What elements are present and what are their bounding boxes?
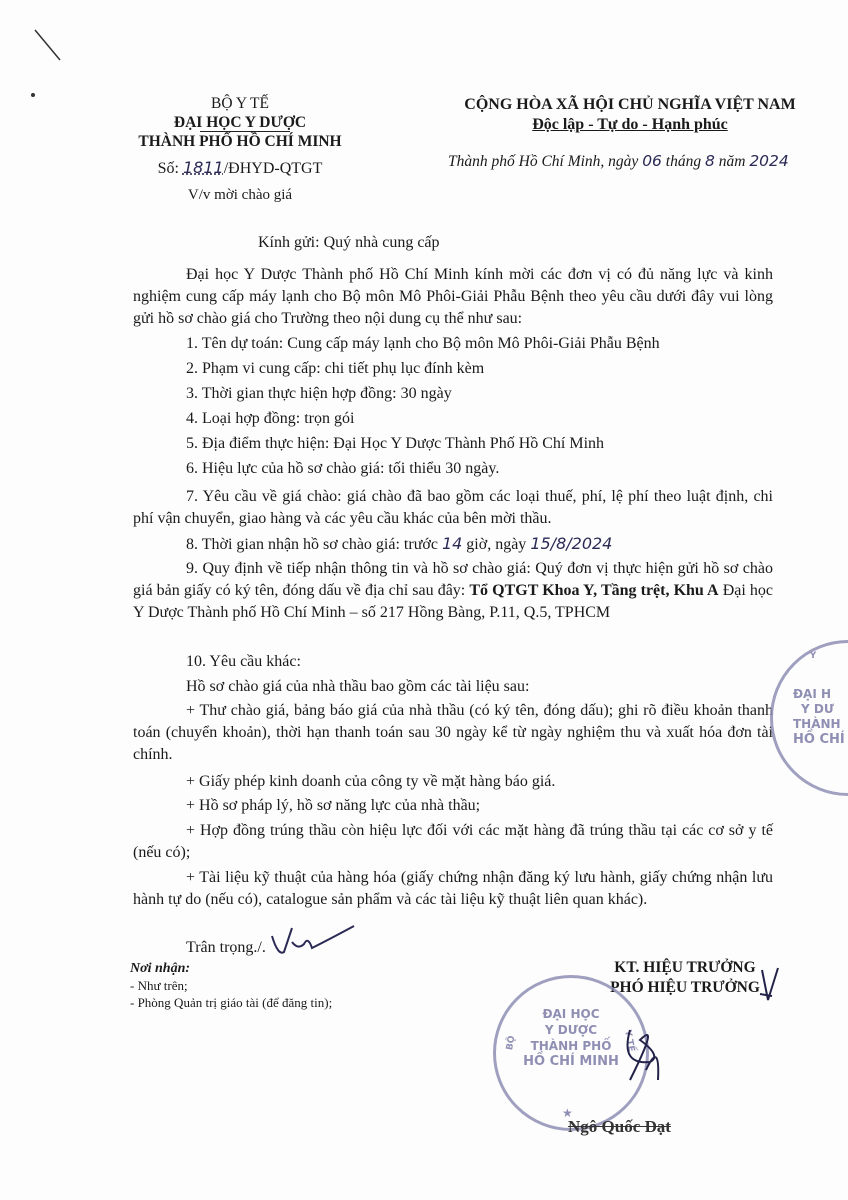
signer-name: Ngô Quốc Đạt	[568, 1117, 671, 1136]
scan-dot	[31, 93, 35, 97]
handwritten-year: 2024	[749, 152, 789, 170]
signer-title2: PHÓ HIỆU TRƯỞNG	[610, 979, 760, 996]
country-name: CỘNG HÒA XÃ HỘI CHỦ NGHĨA VIỆT NAM	[464, 96, 796, 113]
submission-address-bold: Tổ QTGT Khoa Y, Tầng trệt, Khu A	[469, 582, 719, 599]
list-item: 10. Yêu cầu khác:	[186, 653, 301, 670]
issuer-underline	[200, 131, 290, 132]
signer-title1: KT. HIỆU TRƯỞNG	[614, 959, 756, 976]
handwritten-month: 8	[704, 152, 715, 170]
item-list	[186, 333, 786, 483]
list-item: 6. Hiệu lực của hồ sơ chào giá: tối thiểu 30 ngày.	[186, 460, 500, 477]
seal-text: ĐẠI HỌC Y DƯỢC THÀNH PHỐ HỒ CHÍ MINH	[523, 1007, 619, 1069]
doc-item: + Tài liệu kỹ thuật của hàng hóa (giấy chứng nhận đăng ký lưu hành, giấy chứng nhận lưu hành tự do (nếu có), catalogue sản phẩm và các tài liệu kỹ thuật liên quan khác).	[133, 869, 773, 908]
doc-item: + Thư chào giá, bảng báo giá của nhà thầu (có ký tên, đóng dấu); ghi rõ điều khoản thanh toán (chuyển khoản), thời hạn thanh toán sau 30 ngày kể từ ngày nghiệm thu và xuất hóa đơn tài chính.	[133, 702, 773, 763]
document-subject: V/v mời chào giá	[187, 187, 293, 203]
intro-paragraph: Đại học Y Dược Thành phố Hồ Chí Minh kính mời các đơn vị có đủ năng lực và kinh nghiệm cung cấp máy lạnh cho Bộ môn Mô Phôi-Giải Phẫu Bệnh theo yêu cầu dưới đây vui lòng gửi hồ sơ chào giá cho Trường theo nội dung cụ thể như sau:	[133, 266, 773, 327]
doc-item: + Giấy phép kinh doanh của công ty về mặt hàng báo giá.	[186, 773, 556, 790]
closing: Trân trọng./.	[186, 939, 266, 956]
doc-item: + Hợp đồng trúng thầu còn hiệu lực đối với các mặt hàng đã trúng thầu tại các cơ sở y tế (nếu có);	[133, 822, 773, 861]
national-motto: Độc lập - Tự do - Hạnh phúc	[532, 116, 728, 133]
initials-mark	[268, 922, 358, 960]
list-item: 7. Yêu cầu về giá chào: giá chào đã bao gồm các loại thuế, phí, lệ phí theo luật định, chi phí vận chuyển, giao hàng và các yêu cầu khác của bên mời thầu.	[133, 488, 773, 527]
docs-intro: Hồ sơ chào giá của nhà thầu bao gồm các tài liệu sau:	[186, 678, 530, 695]
partial-seal: Y ĐẠI H Y DƯ THÀNH HỒ CHÍ	[770, 640, 848, 796]
submission-instructions: 9. Quy định về tiếp nhận thông tin và hồ sơ chào giá: Quý đơn vị thực hiện gửi hồ sơ chào giá bản giấy có ký tên, đóng dấu về địa chỉ sau đây: Tổ QTGT Khoa Y, Tầng trệt, Khu A Đại học Y Dược Thành phố Hồ Chí Minh – số 217 Hồng Bàng, P.11, Q.5, TPHCM	[133, 560, 774, 621]
handwritten-deadline-date: 15/8/2024	[530, 534, 613, 553]
recipient-item: - Như trên;	[130, 978, 188, 993]
list-item: 1. Tên dự toán: Cung cấp máy lạnh cho Bộ môn Mô Phôi-Giải Phẫu Bệnh	[186, 335, 660, 352]
deadline-line: 8. Thời gian nhận hồ sơ chào giá: trước 14 giờ, ngày 15/8/2024	[186, 534, 613, 553]
seal-text: ĐẠI H Y DƯ THÀNH HỒ CHÍ	[793, 687, 845, 747]
doc-item: + Hồ sơ pháp lý, hồ sơ năng lực của nhà thầu;	[186, 797, 481, 814]
university-name-line2: THÀNH PHỐ HỒ CHÍ MINH	[138, 133, 342, 150]
star-icon: ★	[562, 1106, 573, 1120]
handwritten-number: 1811	[182, 158, 224, 177]
list-item: 3. Thời gian thực hiện hợp đồng: 30 ngày	[186, 385, 452, 402]
issuer-block	[95, 94, 385, 205]
national-header	[420, 95, 840, 135]
handwritten-hour: 14	[441, 534, 463, 553]
handwritten-day: 06	[642, 152, 662, 170]
document-date: Thành phố Hồ Chí Minh, ngày 06 tháng 8 năm 2024	[448, 152, 789, 170]
scan-streak	[35, 30, 60, 60]
salutation: Kính gửi: Quý nhà cung cấp	[258, 234, 440, 251]
university-name-line1: ĐẠI HỌC Y DƯỢC	[173, 114, 307, 131]
list-item: 4. Loại hợp đồng: trọn gói	[186, 410, 355, 427]
recipient-item: - Phòng Quản trị giáo tài (để đăng tin);	[130, 995, 333, 1010]
ministry-name: BỘ Y TẾ	[211, 95, 269, 112]
recipients	[130, 960, 332, 1011]
official-seal: ĐẠI HỌC Y DƯỢC THÀNH PHỐ HỒ CHÍ MINH BỘ Y TẾ ★	[493, 975, 649, 1131]
recipients-title: Nơi nhận:	[130, 961, 191, 976]
document-number: Số: 1811/ĐHYD-QTGT	[157, 158, 323, 177]
list-item: 2. Phạm vi cung cấp: chi tiết phụ lục đính kèm	[186, 360, 485, 377]
list-item: 5. Địa điểm thực hiện: Đại Học Y Dược Thành Phố Hồ Chí Minh	[186, 435, 605, 452]
signature	[600, 960, 800, 1110]
